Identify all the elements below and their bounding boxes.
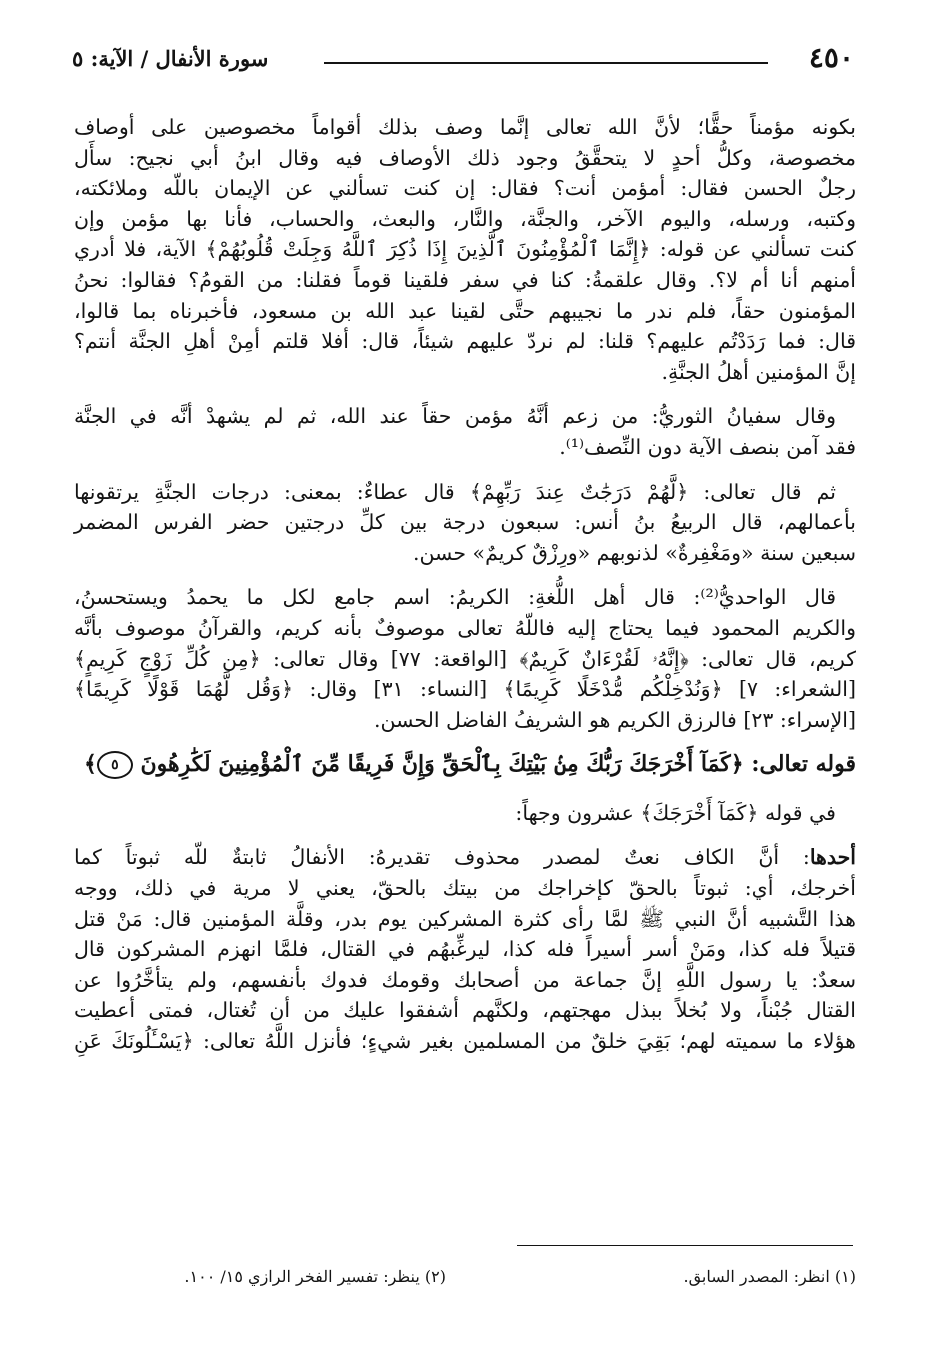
page-number: ٤٥٠ bbox=[808, 41, 854, 74]
text-line: رجلٌ الحسن فقال: أمؤمن أنت؟ فقال: إن كنت تسألني عن الإيمان باللّه وملائكته، bbox=[74, 176, 856, 201]
text-line: ثم قال تعالى: ﴿لَّهُمْ دَرَجَٰتٌ عِندَ رَبِّهِمْ﴾ قال عطاءٌ: بمعنى: درجات الجنَّةِ يرتقونها bbox=[74, 479, 836, 504]
footnotes bbox=[74, 1262, 856, 1292]
header-rule bbox=[324, 62, 768, 64]
ayah-number-marker: ٥ bbox=[97, 751, 133, 779]
verse-intro: قوله تعالى: bbox=[743, 751, 856, 778]
text-line: قال: فما رَدَدْتُم عليهم؟ قلنا: لم نردّ عليهم شيئاً، قال: أفلا قلتم أمِنْ أهلِ الجنَّة أنتم؟ bbox=[74, 329, 856, 354]
text-line: وقال سفيانُ الثوريُّ: من زعم أنَّهُ مؤمن حقاً عند الله، ثم لم يشهدْ أنَّه في الجنَّة bbox=[74, 404, 836, 429]
text-line: بأعمالهم، قال الربيعُ بنُ أنس: سبعون درجة بين كلِّ درجتين حضر الفرس المضمر bbox=[74, 510, 856, 535]
text-run: : أنَّ الكاف نعتٌ لمصدر محذوف تقديرهُ: الأنفالُ ثابتةٌ للّه ثبوتاً كما bbox=[74, 845, 810, 870]
footnote-1: (١) انظر: المصدر السابق. bbox=[683, 1267, 856, 1286]
paragraph-faith bbox=[74, 112, 856, 387]
text-line: وكتبه، ورسله، واليوم الآخر، والجنَّة، والنَّار، والبعث، والحساب، فأنا بها مؤمن وإن bbox=[74, 206, 856, 231]
text-line: مخصوصة، وكلُّ أحدٍ لا يتحقَّقُ وجود ذلك الأوصاف فيه وقال ابنُ أبي نجيح: سأَل bbox=[74, 145, 856, 170]
text-line: بكونه مؤمناً حقًّا؛ لأنَّ الله تعالى إنَّما وصف بذلك أقواماً مخصوصين على أوصاف bbox=[74, 115, 856, 139]
text-line: فقد آمن بنصف الآية دون النِّصف⁽¹⁾. bbox=[559, 434, 856, 459]
paragraph-thawri bbox=[74, 401, 856, 462]
text-line: إنَّ المؤمنين أهلُ الجنَّةِ. bbox=[661, 359, 856, 384]
paragraph-twenty-aspects bbox=[74, 798, 856, 829]
paragraph-first-aspect bbox=[74, 842, 856, 1056]
aspect-heading: أحدها bbox=[809, 845, 856, 870]
text-line: هؤلاء ما سميته لهم؛ بَقِيَ خلقٌ من المسلمين بغير شيءٍ؛ فأنزل اللَّهُ تعالى: ﴿يَسْـَٔلُونَكَ عَنِ bbox=[74, 1029, 856, 1054]
main-text bbox=[74, 112, 856, 1071]
text-line: أمنهم أنا أم لا؟. وقال علقمةُ: كنا في سفر فلقينا قوماً فقلنا: من القومُ؟ فقالوا: نحنُ bbox=[74, 267, 856, 292]
text-line: سعدٌ: يا رسول اللَّهِ إنَّ جماعة من أصحابك وقومك فدوك بأنفسهم، ولم يتأخَّرُوا عن bbox=[74, 967, 856, 992]
paragraph-wahidi bbox=[74, 582, 856, 735]
text-line bbox=[74, 842, 856, 873]
footnote-2: (٢) ينظر: تفسير الفخر الرازي ١٥/ ١٠٠. bbox=[184, 1267, 446, 1286]
text-line: في قوله ﴿كَمَآ أَخْرَجَكَ﴾ عشرون وجهاً: bbox=[515, 800, 836, 825]
quran-verse bbox=[74, 749, 856, 780]
text-line: هذا التَّشبيه أنَّ النبي ﷺ لمَّا رأى كثرة المشركين يوم بدر، وقلَّة المؤمنين قال: مَنْ قتل bbox=[74, 906, 856, 931]
text-line: سبعين سنة «ومَغْفِرةٌ» لذنوبهم «ورِزْقٌ كريمٌ» حسن. bbox=[412, 540, 856, 565]
text-line: القتال جُبْناً، ولا بُخلاً ببذل مهجتهم، ولكنَّهم أشفقوا عليك من أن تُغتال، فمتى أعطيت bbox=[74, 998, 856, 1023]
verse-text: ﴿كَمَآ أَخْرَجَكَ رَبُّكَ مِنۢ بَيْتِكَ بِٱلْحَقِّ وَإِنَّ فَرِيقًا مِّنَ ٱلْمُؤْمِنِينَ لَكَٰرِهُونَ bbox=[140, 751, 744, 778]
text-line: قال الواحديُّ⁽²⁾: قال أهل اللُّغةِ: الكريمُ: اسم جامع لكل ما يحمدُ ويستحسنُ، bbox=[74, 585, 836, 610]
footnote-rule bbox=[517, 1245, 853, 1246]
page-header bbox=[72, 38, 854, 78]
text-line: [الشعراء: ٧] ﴿وَنُدْخِلْكُم مُّدْخَلًا كَرِيمًا﴾ [النساء: ٣١] وقال: ﴿وَقُل لَّهُمَا قَوْلًا كَرِيمًا﴾ bbox=[74, 677, 857, 702]
text-line: والكريم المحمود فيما يحتاج إليه فاللّهُ تعالى موصوفٌ بأنه كريم، والقرآنُ موصوف بأنَّه bbox=[74, 615, 856, 640]
text-line: [الإسراء: ٢٣] فالرزق الكريم هو الشريفُ الفاضل الحسن. bbox=[373, 707, 856, 732]
text-line: قتيلاً فله كذا، ومَنْ أسر أسيراً فله كذا، ليرغِّبهُم في القتال، فلمَّا انهزم المشركون قال bbox=[74, 937, 856, 962]
text-line: المؤمنون حقاً، فلم ندر ما نجيبهم حتَّى لقينا عبد الله بن مسعود، فأخبرناه بما قالوا، bbox=[74, 298, 856, 323]
text-line: كريم، قال تعالى: ﴿إِنَّهُۥ لَقُرْءَانٌ كَرِيمٌ﴾ [الواقعة: ٧٧] وقال تعالى: ﴿مِن كُلِّ زَوْجٍ كَرِيمٍ﴾ bbox=[74, 646, 856, 671]
surah-reference: سورة الأنفال / الآية: ٥ bbox=[72, 46, 269, 71]
text-line: كنت تسألني عن قوله: ﴿إِنَّمَا ٱلْمُؤْمِنُونَ ٱلَّذِينَ إِذَا ذُكِرَ ٱللَّهُ وَجِلَتْ قُلُوبُهُمْ﴾ الآية، فلا أدري bbox=[74, 237, 856, 262]
paragraph-degrees bbox=[74, 477, 856, 569]
text-line: أخرجك، أي: ثبوتاً بالحقّ كإخراجك من بيتك بالحقّ، يعني لا مرية في ذلك، ووجه bbox=[74, 876, 856, 901]
verse-close-bracket: ﴾ bbox=[83, 751, 97, 778]
